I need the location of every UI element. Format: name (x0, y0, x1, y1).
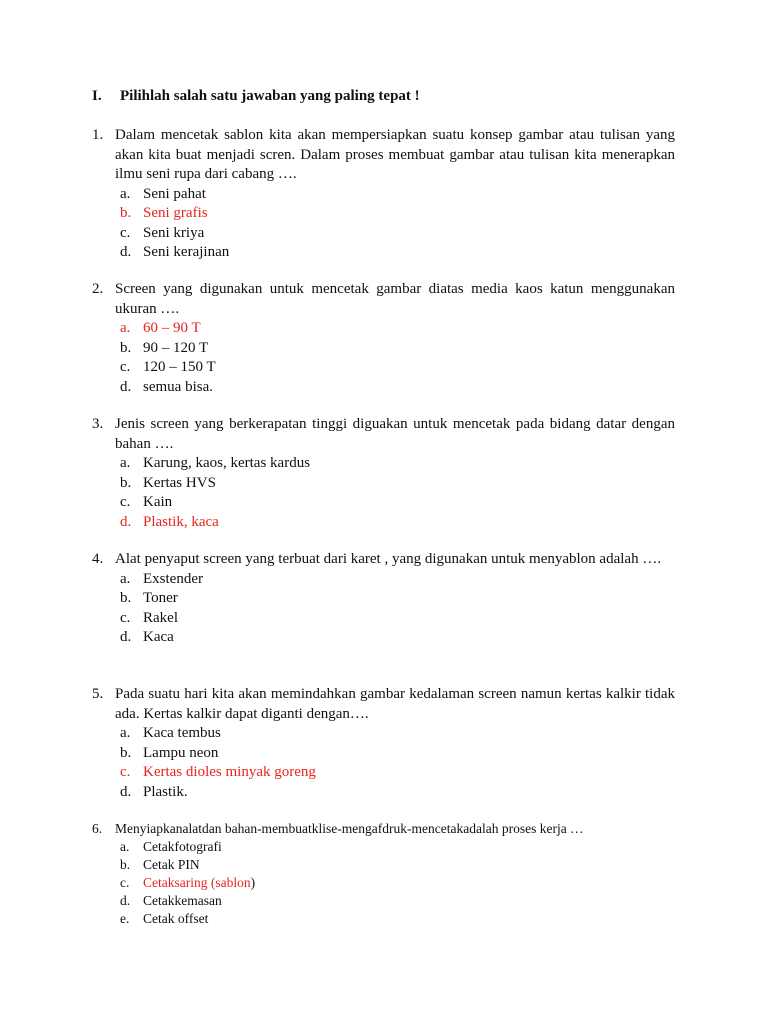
option-d-correct[interactable]: d. Plastik, kaca (120, 513, 219, 530)
question-3 (92, 415, 675, 532)
option-d[interactable]: d. Kaca (120, 629, 174, 645)
option-a[interactable]: a. Cetakfotografi (120, 839, 222, 854)
option-a[interactable]: a. Karung, kaos, kertas kardus (120, 455, 311, 471)
question-text: Screen yang digunakan untuk mencetak gambar diatas media kaos katun menggunakan ukuran …. (115, 281, 675, 317)
question-number: 2. (92, 281, 104, 297)
option-b[interactable]: b. Cetak PIN (120, 857, 200, 872)
option-c[interactable]: c. 120 – 150 T (120, 359, 216, 375)
option-a[interactable]: a. Kaca tembus (120, 725, 221, 741)
question-6 (92, 820, 675, 928)
section-heading (92, 88, 420, 105)
question-number: 1. (92, 127, 104, 143)
question-text: Jenis screen yang berkerapatan tinggi diguakan untuk mencetak pada bidang datar dengan bahan …. (115, 416, 675, 452)
option-b[interactable]: b. Kertas HVS (120, 474, 216, 491)
option-list (92, 454, 675, 532)
option-c[interactable]: c. Kain (120, 494, 173, 510)
option-c[interactable]: c. Rakel (120, 609, 178, 626)
section-number: I. (92, 88, 102, 104)
option-d[interactable]: d. Cetakkemasan (120, 893, 222, 908)
question-text: Dalam mencetak sablon kita akan mempersiapkan suatu konsep gambar atau tulisan yang akan kita buat menjadi scren. Dalam proses membuat gambar atau tulisan kita menerapkan ilmu seni rupa dari cabang …. (115, 127, 675, 182)
question-5 (92, 685, 675, 802)
option-c[interactable]: c. Seni kriya (120, 224, 205, 241)
option-a-correct[interactable]: a. 60 – 90 T (120, 320, 201, 336)
question-number: 4. (92, 551, 104, 567)
question-number: 3. (92, 416, 104, 432)
question-text: Menyiapkanalatdan bahan-membuatklise-mengafdruk-mencetakadalah proses kerja … (115, 821, 584, 836)
option-c-correct[interactable]: c. Cetaksaring (sablon) (120, 875, 256, 890)
section-instruction: Pilihlah salah satu jawaban yang paling tepat ! (120, 88, 420, 104)
option-a[interactable]: a. Exstender (120, 570, 203, 587)
option-d[interactable]: d. Plastik. (120, 783, 188, 800)
option-e[interactable]: e. Cetak offset (120, 911, 209, 926)
question-text: Pada suatu hari kita akan memindahkan gambar kedalaman screen namun kertas kalkir tidak ada. Kertas kalkir dapat diganti dengan…. (115, 686, 675, 722)
option-list (92, 570, 675, 648)
question-text: Alat penyaput screen yang terbuat dari karet , yang digunakan untuk menyablon adalah …. (115, 551, 662, 567)
option-d[interactable]: d. semua bisa. (120, 378, 213, 395)
option-c-correct[interactable]: c. Kertas dioles minyak goreng (120, 764, 316, 780)
option-d[interactable]: d. Seni kerajinan (120, 244, 230, 260)
option-b-correct[interactable]: b. Seni grafis (120, 205, 208, 221)
option-a[interactable]: a. Seni pahat (120, 185, 206, 202)
question-number: 5. (92, 686, 104, 702)
question-4 (92, 550, 675, 648)
option-b[interactable]: b. 90 – 120 T (120, 339, 209, 356)
question-number: 6. (92, 821, 103, 836)
question-2 (92, 280, 675, 397)
option-list (92, 185, 675, 263)
option-b[interactable]: b. Toner (120, 590, 178, 606)
question-1 (92, 126, 675, 263)
option-list (92, 724, 675, 802)
option-list (92, 838, 675, 928)
option-list (92, 319, 675, 397)
option-b[interactable]: b. Lampu neon (120, 744, 219, 761)
